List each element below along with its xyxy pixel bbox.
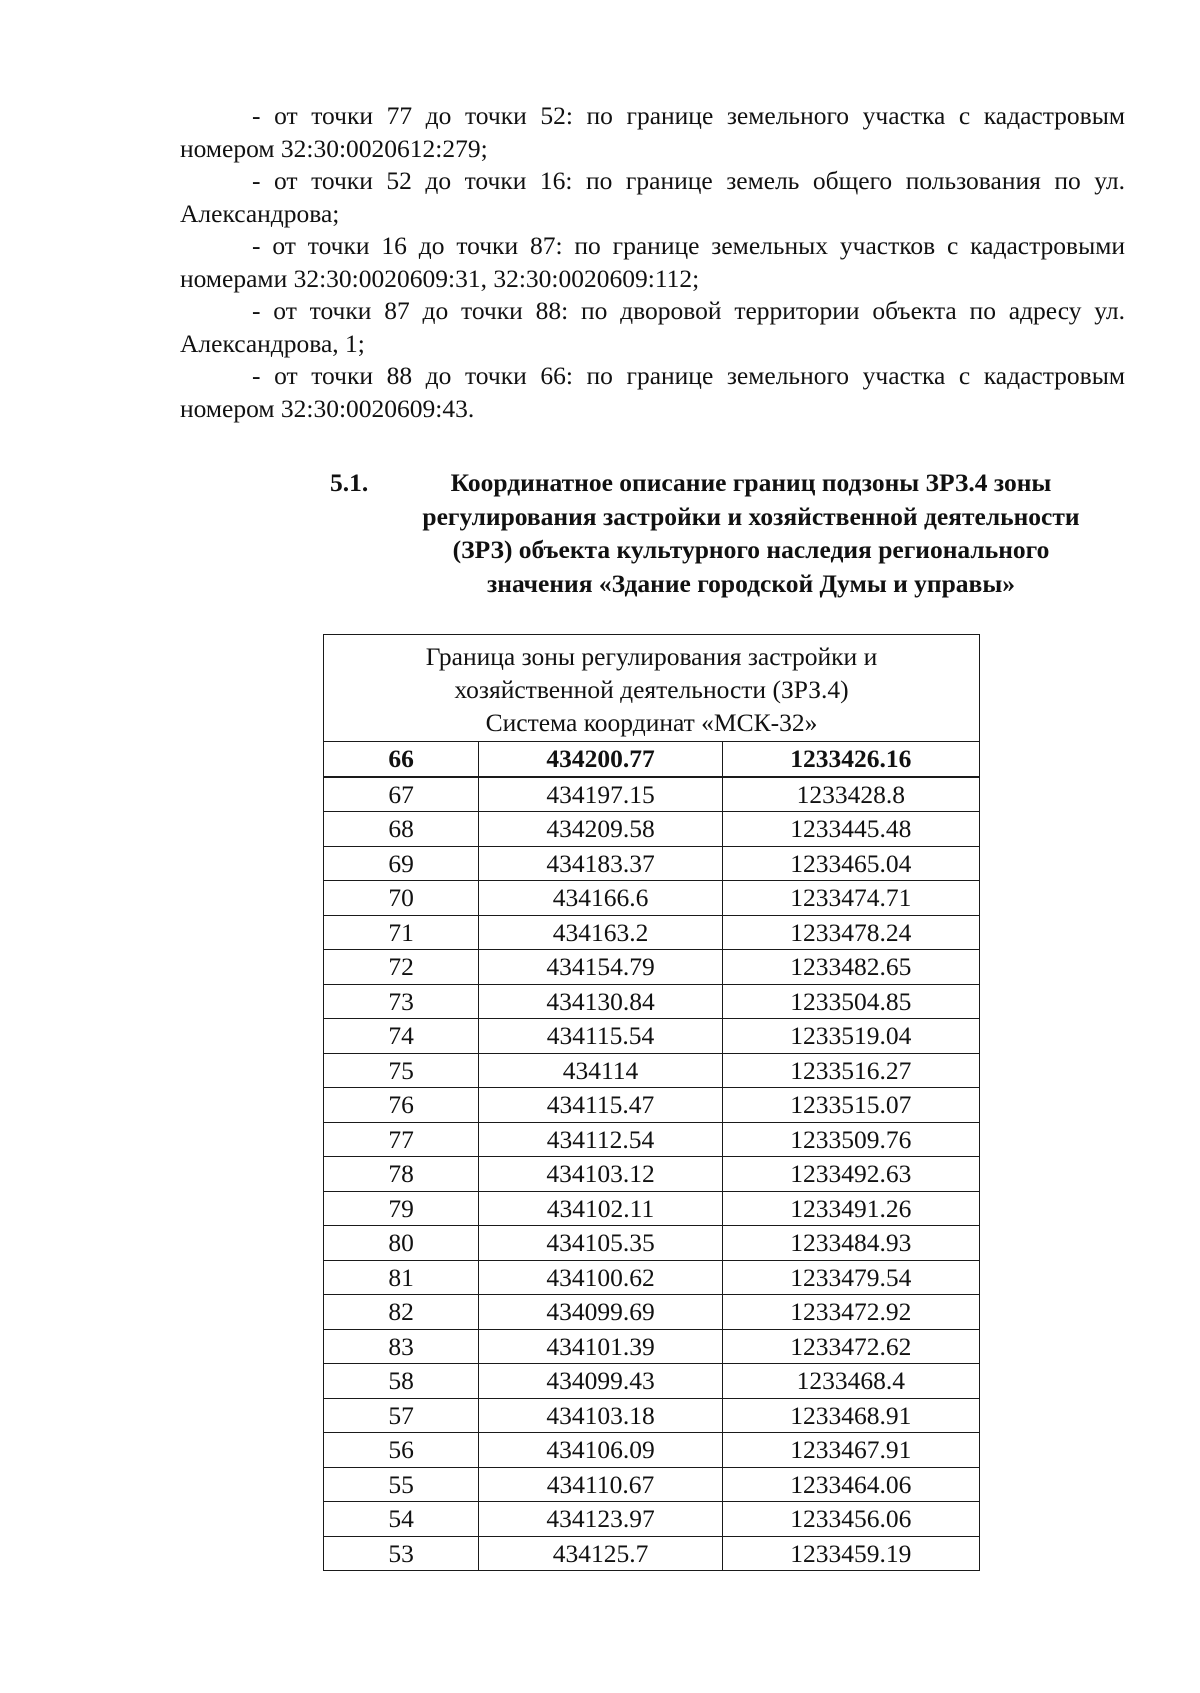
x-coordinate-cell: 434110.67: [479, 1467, 722, 1502]
paragraph: - от точки 77 до точки 52: по границе земельного участка с кадастровым номером 32:30:0020612:279;: [180, 101, 1125, 163]
y-coordinate-cell: 1233516.27: [722, 1053, 979, 1088]
y-coordinate-cell: 1233465.04: [722, 846, 979, 881]
table-row: [324, 1053, 980, 1088]
section-title-line: значения «Здание городской Думы и управы»: [487, 568, 1015, 598]
table-row: [324, 1536, 980, 1571]
y-coordinate-cell: 1233459.19: [722, 1536, 979, 1571]
x-coordinate-cell: 434106.09: [479, 1433, 722, 1468]
paragraph: - от точки 16 до точки 87: по границе земельных участков с кадастровыми номерами 32:30:0020609:31, 32:30:0020609:112;: [180, 231, 1125, 293]
y-coordinate-cell: 1233492.63: [722, 1157, 979, 1192]
y-coordinate-cell: 1233474.71: [722, 881, 979, 916]
y-coordinate-cell: 1233426.16: [722, 742, 979, 777]
y-coordinate-cell: 1233519.04: [722, 1019, 979, 1054]
y-coordinate-cell: 1233479.54: [722, 1260, 979, 1295]
x-coordinate-cell: 434112.54: [479, 1122, 722, 1157]
point-number-cell: 82: [324, 1295, 479, 1330]
point-number-cell: 57: [324, 1398, 479, 1433]
x-coordinate-cell: 434166.6: [479, 881, 722, 916]
x-coordinate-cell: 434123.97: [479, 1502, 722, 1537]
y-coordinate-cell: 1233472.62: [722, 1329, 979, 1364]
table-row: [324, 1364, 980, 1399]
y-coordinate-cell: 1233504.85: [722, 984, 979, 1019]
section-number: 5.1.: [330, 468, 369, 497]
point-number-cell: 78: [324, 1157, 479, 1192]
x-coordinate-cell: 434183.37: [479, 846, 722, 881]
table-header-line: Система координат «МСК-32»: [485, 707, 818, 737]
table-header-row: [324, 635, 980, 742]
table-row: [324, 1260, 980, 1295]
y-coordinate-cell: 1233484.93: [722, 1226, 979, 1261]
x-coordinate-cell: 434125.7: [479, 1536, 722, 1571]
point-number-cell: 81: [324, 1260, 479, 1295]
point-number-cell: 53: [324, 1536, 479, 1571]
x-coordinate-cell: 434154.79: [479, 950, 722, 985]
table-header-line: хозяйственной деятельности (ЗРЗ.4): [454, 674, 849, 704]
paragraph: - от точки 88 до точки 66: по границе земельного участка с кадастровым номером 32:30:0020609:43.: [180, 361, 1125, 423]
section-title-line: регулирования застройки и хозяйственной деятельности: [422, 501, 1080, 531]
table-header: [324, 635, 980, 742]
table-row: [324, 1226, 980, 1261]
y-coordinate-cell: 1233472.92: [722, 1295, 979, 1330]
point-number-cell: 73: [324, 984, 479, 1019]
table-row: [324, 812, 980, 847]
table-row: [324, 777, 980, 812]
y-coordinate-cell: 1233491.26: [722, 1191, 979, 1226]
y-coordinate-cell: 1233468.91: [722, 1398, 979, 1433]
y-coordinate-cell: 1233464.06: [722, 1467, 979, 1502]
coordinates-table: [323, 634, 980, 1571]
x-coordinate-cell: 434200.77: [479, 742, 722, 777]
point-number-cell: 80: [324, 1226, 479, 1261]
x-coordinate-cell: 434130.84: [479, 984, 722, 1019]
x-coordinate-cell: 434209.58: [479, 812, 722, 847]
point-number-cell: 76: [324, 1088, 479, 1123]
table-row: [324, 1502, 980, 1537]
table-row: [324, 1019, 980, 1054]
table-row: [324, 1329, 980, 1364]
section-heading: [330, 466, 1130, 600]
y-coordinate-cell: 1233445.48: [722, 812, 979, 847]
table-row: [324, 915, 980, 950]
x-coordinate-cell: 434102.11: [479, 1191, 722, 1226]
x-coordinate-cell: 434100.62: [479, 1260, 722, 1295]
table-row: [324, 1398, 980, 1433]
table-row: [324, 1295, 980, 1330]
table-row: [324, 1467, 980, 1502]
point-number-cell: 72: [324, 950, 479, 985]
y-coordinate-cell: 1233468.4: [722, 1364, 979, 1399]
point-number-cell: 56: [324, 1433, 479, 1468]
y-coordinate-cell: 1233482.65: [722, 950, 979, 985]
table-row: [324, 881, 980, 916]
section-title-line: Координатное описание границ подзоны ЗРЗ.4 зоны: [450, 468, 1052, 497]
point-number-cell: 58: [324, 1364, 479, 1399]
section-title-line: (ЗРЗ) объекта культурного наследия регионального: [452, 535, 1050, 564]
table-row: [324, 1433, 980, 1468]
y-coordinate-cell: 1233456.06: [722, 1502, 979, 1537]
y-coordinate-cell: 1233509.76: [722, 1122, 979, 1157]
table-row: [324, 846, 980, 881]
x-coordinate-cell: 434115.54: [479, 1019, 722, 1054]
y-coordinate-cell: 1233428.8: [722, 777, 979, 812]
table-row: [324, 1088, 980, 1123]
x-coordinate-cell: 434101.39: [479, 1329, 722, 1364]
point-number-cell: 66: [324, 742, 479, 777]
x-coordinate-cell: 434103.12: [479, 1157, 722, 1192]
point-number-cell: 77: [324, 1122, 479, 1157]
section-title: [372, 466, 1130, 600]
point-number-cell: 70: [324, 881, 479, 916]
x-coordinate-cell: 434115.47: [479, 1088, 722, 1123]
y-coordinate-cell: 1233467.91: [722, 1433, 979, 1468]
table-row: [324, 742, 980, 777]
point-number-cell: 79: [324, 1191, 479, 1226]
x-coordinate-cell: 434105.35: [479, 1226, 722, 1261]
x-coordinate-cell: 434114: [479, 1053, 722, 1088]
point-number-cell: 74: [324, 1019, 479, 1054]
y-coordinate-cell: 1233478.24: [722, 915, 979, 950]
point-number-cell: 54: [324, 1502, 479, 1537]
table-header-line: Граница зоны регулирования застройки и: [425, 641, 878, 671]
boundary-description: [180, 100, 1125, 425]
table-row: [324, 984, 980, 1019]
paragraph: - от точки 87 до точки 88: по дворовой территории объекта по адресу ул. Александрова, 1;: [180, 296, 1125, 358]
point-number-cell: 67: [324, 777, 479, 812]
x-coordinate-cell: 434103.18: [479, 1398, 722, 1433]
point-number-cell: 71: [324, 915, 479, 950]
table-row: [324, 1157, 980, 1192]
point-number-cell: 69: [324, 846, 479, 881]
x-coordinate-cell: 434163.2: [479, 915, 722, 950]
table-row: [324, 1122, 980, 1157]
point-number-cell: 75: [324, 1053, 479, 1088]
point-number-cell: 68: [324, 812, 479, 847]
x-coordinate-cell: 434099.43: [479, 1364, 722, 1399]
table-row: [324, 1191, 980, 1226]
x-coordinate-cell: 434099.69: [479, 1295, 722, 1330]
paragraph: - от точки 52 до точки 16: по границе земель общего пользования по ул. Александрова;: [180, 166, 1125, 228]
x-coordinate-cell: 434197.15: [479, 777, 722, 812]
point-number-cell: 83: [324, 1329, 479, 1364]
table-row: [324, 950, 980, 985]
y-coordinate-cell: 1233515.07: [722, 1088, 979, 1123]
point-number-cell: 55: [324, 1467, 479, 1502]
